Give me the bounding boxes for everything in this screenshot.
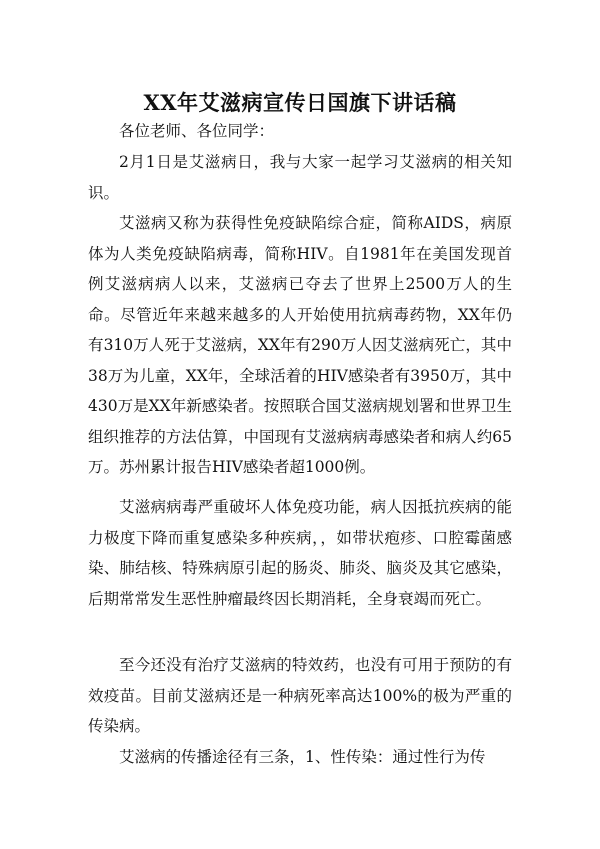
greeting-paragraph: 各位老师、各位同学：: [119, 122, 275, 140]
no-cure-paragraph: 至今还没有治疗艾滋病的特效药，也没有可用于预防的有效疫苗。目前艾滋病还是一种病死率高达100%的极为严重的传染病。: [88, 656, 512, 735]
transmission-paragraph: 艾滋病的传播途径有三条，1、性传染：通过性行为传: [119, 748, 486, 766]
document-title: XX年艾滋病宣传日国旗下讲话稿: [143, 90, 457, 116]
immune-damage-paragraph: 艾滋病病毒严重破坏人体免疫功能，病人因抵抗疾病的能力极度下降而重复感染多种疾病，，如带状疱疹、口腔霉菌感染、肺结核、特殊病原引起的肠炎、肺炎、脑炎及其它感染，后期常常发生恶性肿瘤最终因长期消耗，全身衰竭而死亡。: [88, 498, 512, 608]
aids-definition-paragraph: 艾滋病又称为获得性免疫缺陷综合症，简称AIDS，病原体为人类免疫缺陷病毒，简称HIV。自1981年在美国发现首例艾滋病病人以来，艾滋病已夺去了世界上2500万人的生命。尽管近年来越来越多的人开始使用抗病毒药物，XX年仍有310万人死于艾滋病，XX年有290万人因艾滋病死亡，其中38万为儿童，XX年，全球活着的HIV感染者有3950万，其中430万是XX年新感染者。按照联合国艾滋病规划署和世界卫生组织推荐的方法估算，中国现有艾滋病病毒感染者和病人约65万。苏州累计报告HIV感染者超1000例。: [88, 214, 512, 476]
intro-paragraph: 2月1日是艾滋病日，我与大家一起学习艾滋病的相关知识。: [88, 153, 512, 202]
